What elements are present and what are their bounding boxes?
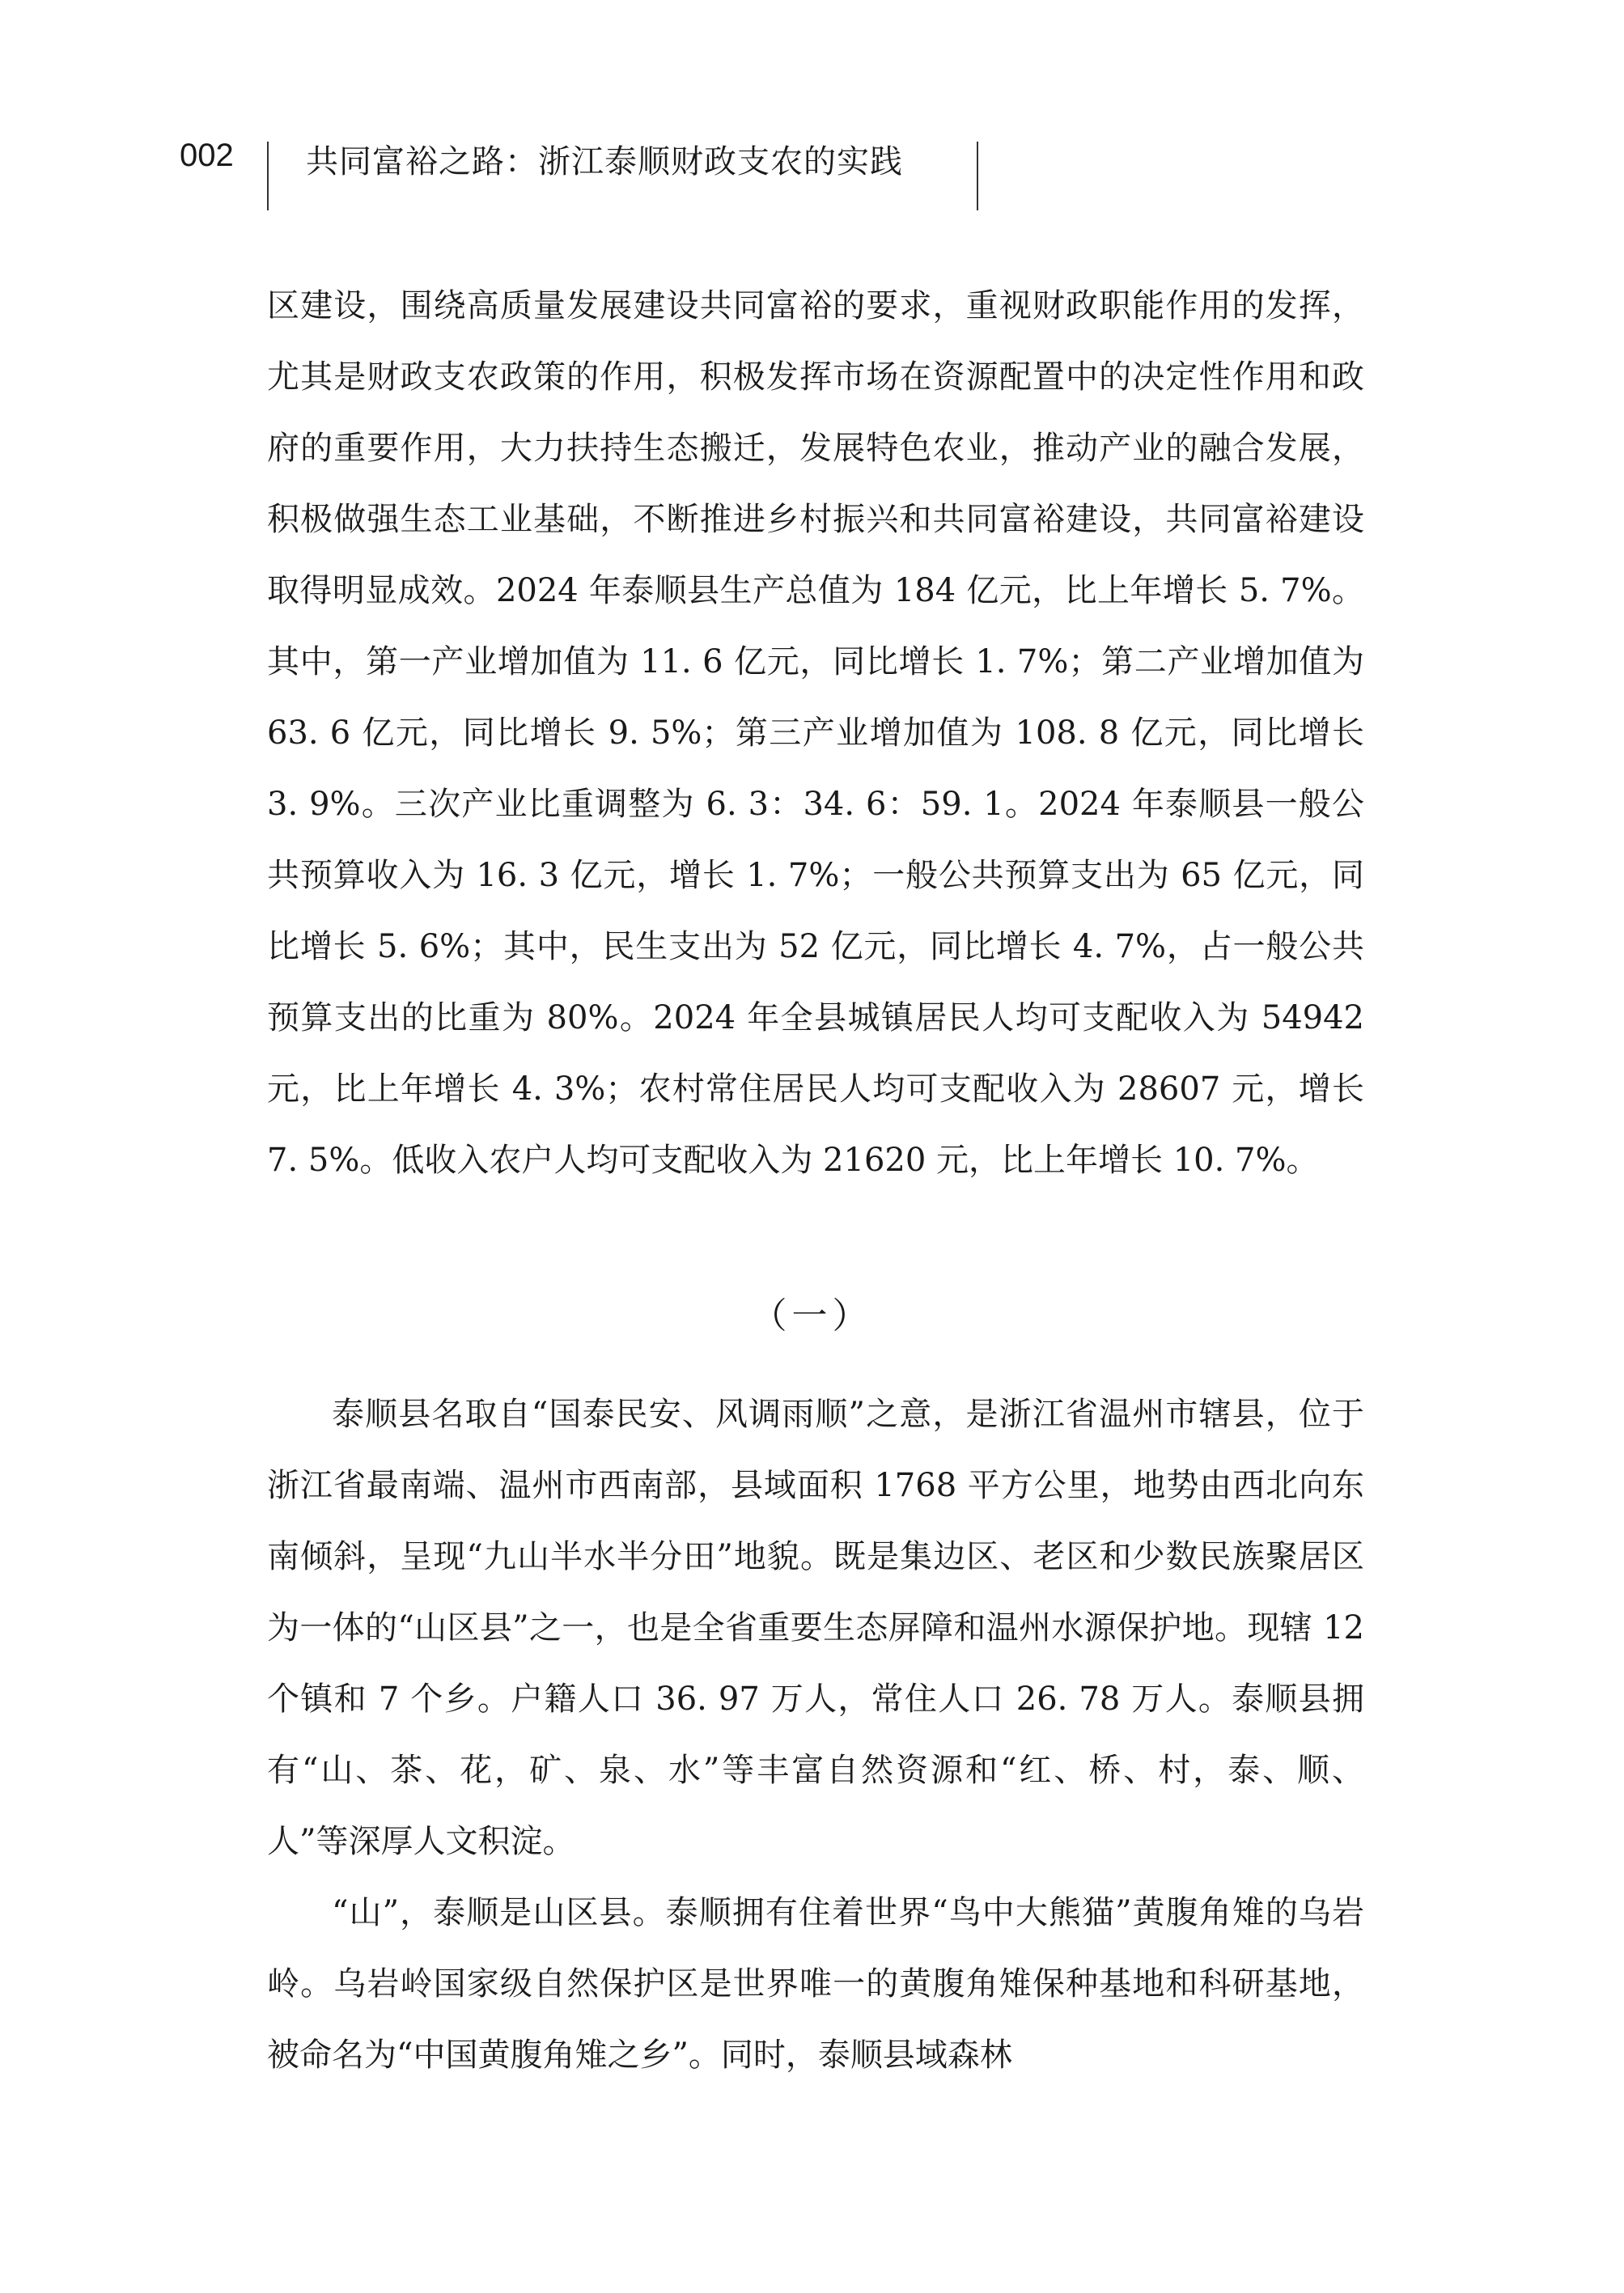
paragraph: 泰顺县名取自“国泰民安、风调雨顺”之意，是浙江省温州市辖县，位于浙江省最南端、温州市西南部，县域面积 1768 平方公里，地势由西北向东南倾斜，呈现“九山半水半分田”地貌。既是集边区、老区和少数民族聚居区为一体的“山区县”之一，也是全省重要生态屏障和温州水源保护地。现辖 12 个镇和 7 个乡。户籍人口 36. 97 万人，常住人口 26. 78 万人。泰顺县拥有“山、茶、花，矿、泉、水”等丰富自然资源和“红、桥、村，泰、顺、人”等深厚人文积淀。 [267, 1396, 1364, 1860]
header-divider [977, 142, 978, 210]
body-text-continued [267, 270, 1364, 1196]
page-header [0, 0, 1624, 218]
section-body [267, 1379, 1364, 2091]
paragraph: “山”，泰顺是山区县。泰顺拥有住着世界“鸟中大熊猫”黄腹角雉的乌岩岭。乌岩岭国家级自然保护区是世界唯一的黄腹角雉保种基地和科研基地，被命名为“中国黄腹角雉之乡”。同时，泰顺县域森林 [267, 1894, 1364, 2074]
header-divider [267, 142, 269, 210]
running-title: 共同富裕之路：浙江泰顺财政支农的实践 [306, 143, 903, 180]
paragraph: 区建设，围绕高质量发展建设共同富裕的要求，重视财政职能作用的发挥，尤其是财政支农政策的作用，积极发挥市场在资源配置中的决定性作用和政府的重要作用，大力扶持生态搬迁，发展特色农业，推动产业的融合发展，积极做强生态工业基础，不断推进乡村振兴和共同富裕建设，共同富裕建设取得明显成效。2024 年泰顺县生产总值为 184 亿元，比上年增长 5. 7%。其中，第一产业增加值为 11. 6 亿元，同比增长 1. 7%；第二产业增加值为 63. 6 亿元，同比增长 9. 5%；第三产业增加值为 108. 8 亿元，同比增长 3. 9%。三次产业比重调整为 6. 3：34. 6：59. 1。2024 年泰顺县一般公共预算收入为 16. 3 亿元，增长 1. 7%；一般公共预算支出为 65 亿元，同比增长 5. 6%；其中，民生支出为 52 亿元，同比增长 4. 7%，占一般公共预算支出的比重为 80%。2024 年全县城镇居民人均可支配收入为 54942 元，比上年增长 4. 3%；农村常住居民人均可支配收入为 28607 元，增长 7. 5%。低收入农户人均可支配收入为 21620 元，比上年增长 10. 7%。 [267, 287, 1364, 1179]
section-heading: （一） [751, 1295, 873, 1337]
page-number: 002 [180, 138, 234, 173]
